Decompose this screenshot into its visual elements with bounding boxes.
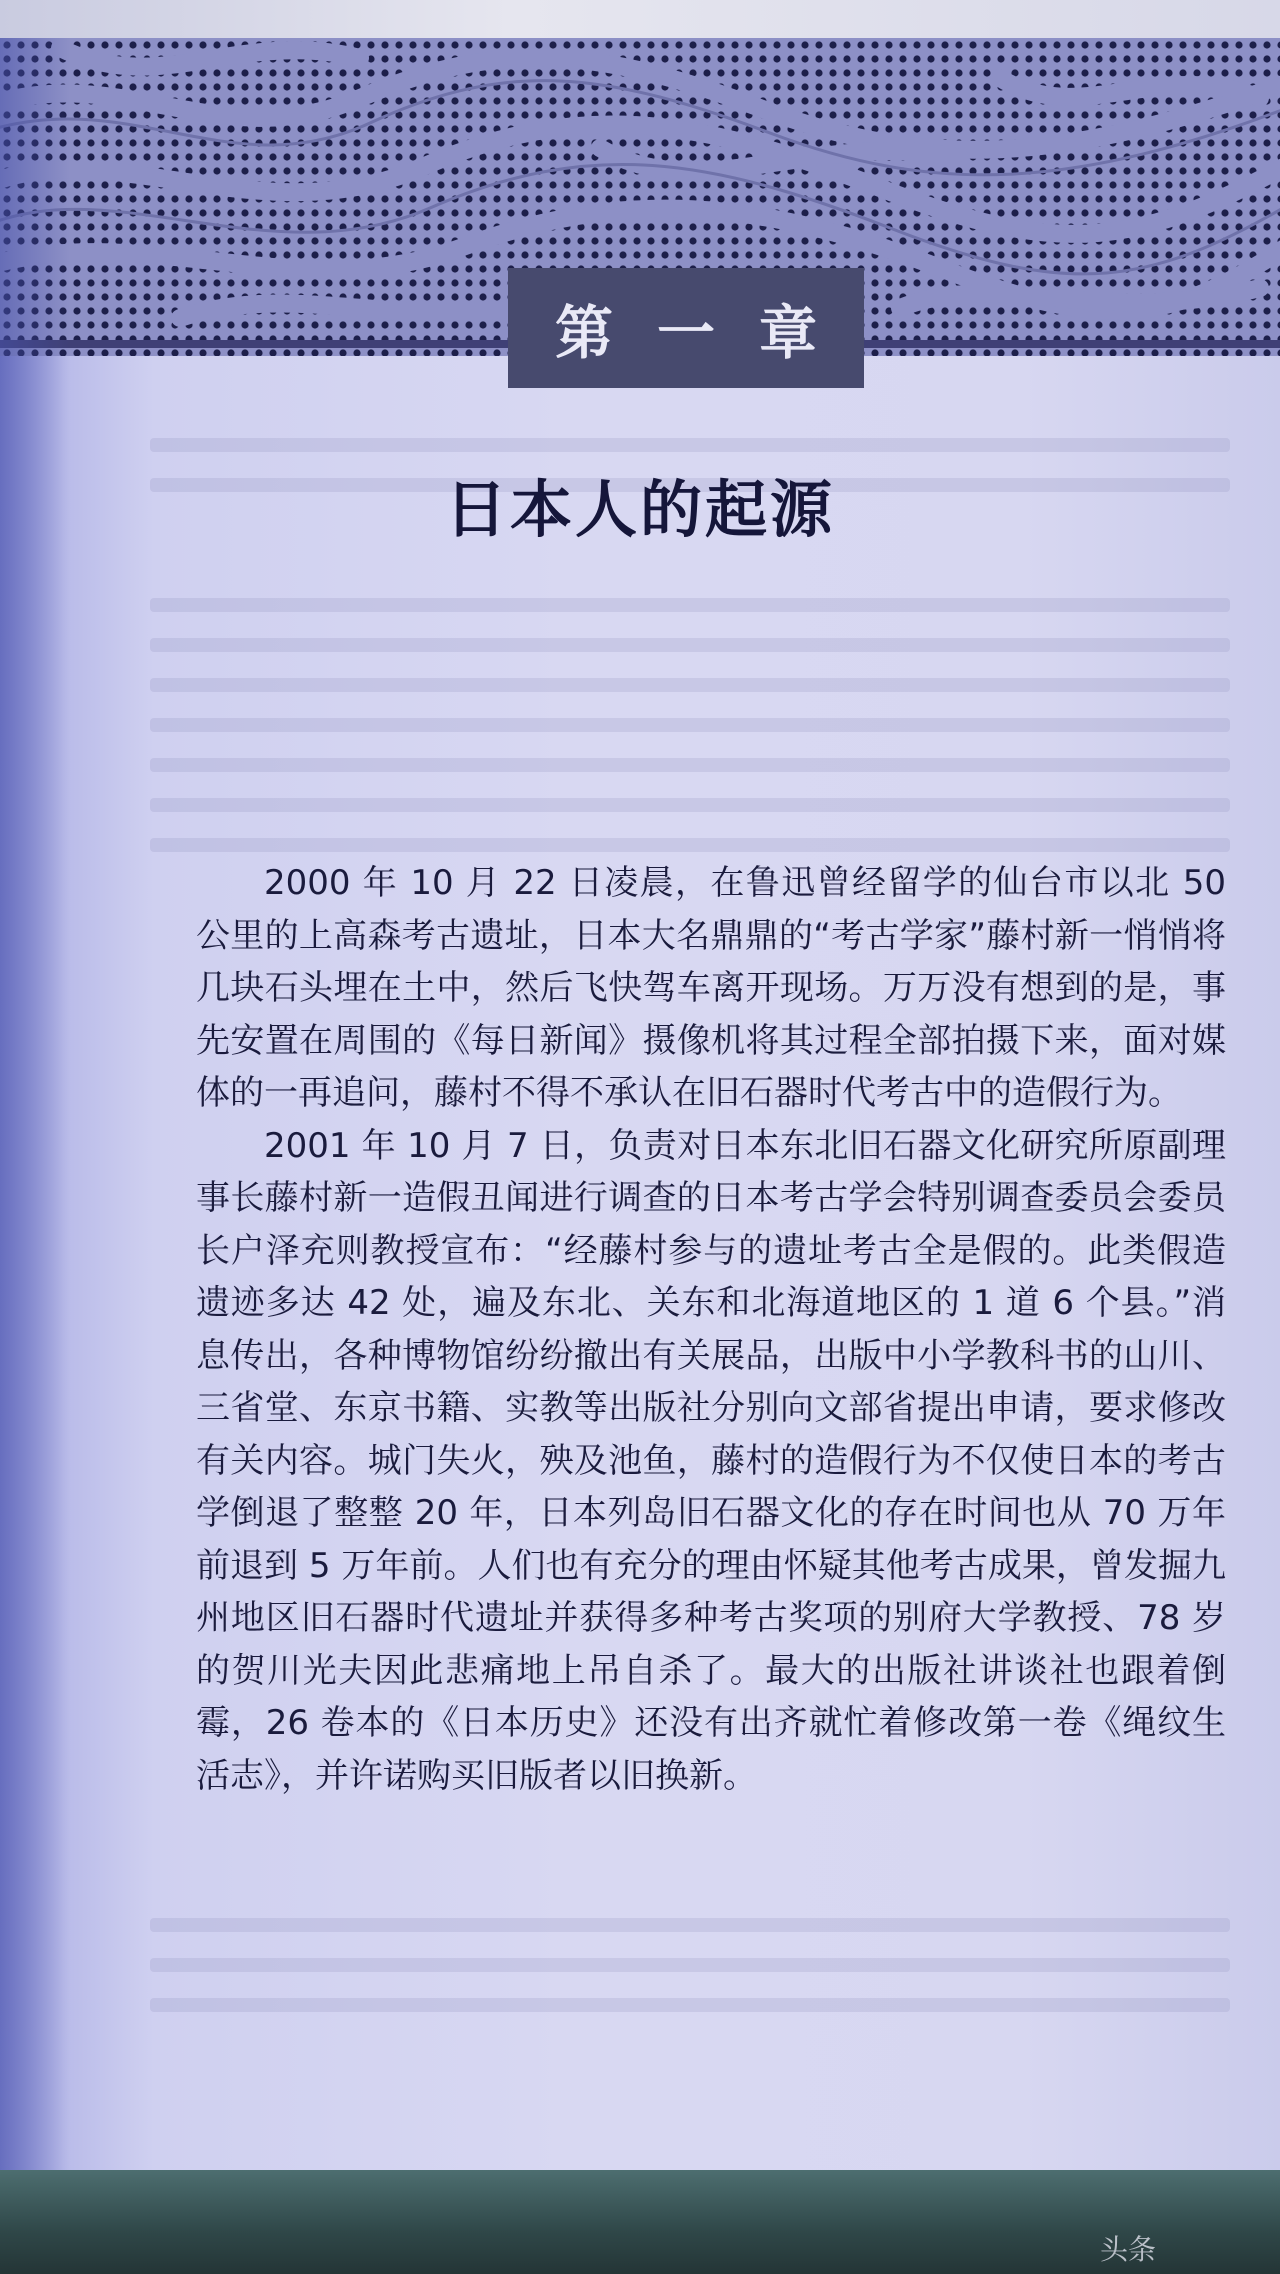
bleed-through-line (150, 1958, 1230, 1972)
chapter-heading-box (508, 268, 864, 388)
chapter-title: 日本人的起源 (444, 473, 835, 546)
body-text (196, 857, 1226, 1802)
page-gutter-shadow (0, 38, 70, 2178)
bleed-through-line (150, 798, 1230, 812)
bleed-through-line (150, 838, 1230, 852)
bleed-through-line (150, 678, 1230, 692)
paragraph: 2000 年 10 月 22 日凌晨，在鲁迅曾经留学的仙台市以北 50 公里的上高森考古遗址，日本大名鼎鼎的“考古学家”藤村新一悄悄将几块石头埋在土中，然后飞快驾车离开现场。万万没有想到的是，事先安置在周围的《每日新闻》摄像机将其过程全部拍摄下来，面对媒体的一再追问，藤村不得不承认在旧石器时代考古中的造假行为。 (196, 863, 1226, 1113)
bleed-through-line (150, 1918, 1230, 1932)
paragraph: 2001 年 10 月 7 日，负责对日本东北旧石器文化研究所原副理事长藤村新一造假丑闻进行调查的日本考古学会特别调查委员会委员长户泽充则教授宣布：“经藤村参与的遗址考古全是假的。此类假造遗迹多达 42 处，遍及东北、关东和北海道地区的 1 道 6 个县。”消息传出，各种博物馆纷纷撤出有关展品，出版中小学教科书的山川、三省堂、东京书籍、实教等出版社分别向文部省提出申请，要求修改有关内容。城门失火，殃及池鱼，藤村的造假行为不仅使日本的考古学倒退了整整 20 年，日本列岛旧石器文化的存在时间也从 70 万年前退到 5 万年前。人们也有充分的理由怀疑其他考古成果，曾发掘九州地区旧石器时代遗址并获得多种考古奖项的别府大学教授、78 岁的贺川光夫因此悲痛地上吊自杀了。最大的出版社讲谈社也跟着倒霉，26 卷本的《日本历史》还没有出齐就忙着修改第一卷《绳纹生活志》，并许诺购买旧版者以旧换新。 (196, 1125, 1226, 1796)
bleed-through-line (150, 638, 1230, 652)
watermark: 头条 (1100, 2233, 1157, 2266)
bleed-through-line (150, 758, 1230, 772)
bleed-through-line (150, 1998, 1230, 2012)
bleed-through-line (150, 438, 1230, 452)
bleed-through-line (150, 598, 1230, 612)
chapter-label: 第一章 (554, 299, 861, 367)
background-bottom (0, 2170, 1280, 2274)
bleed-through-line (150, 718, 1230, 732)
